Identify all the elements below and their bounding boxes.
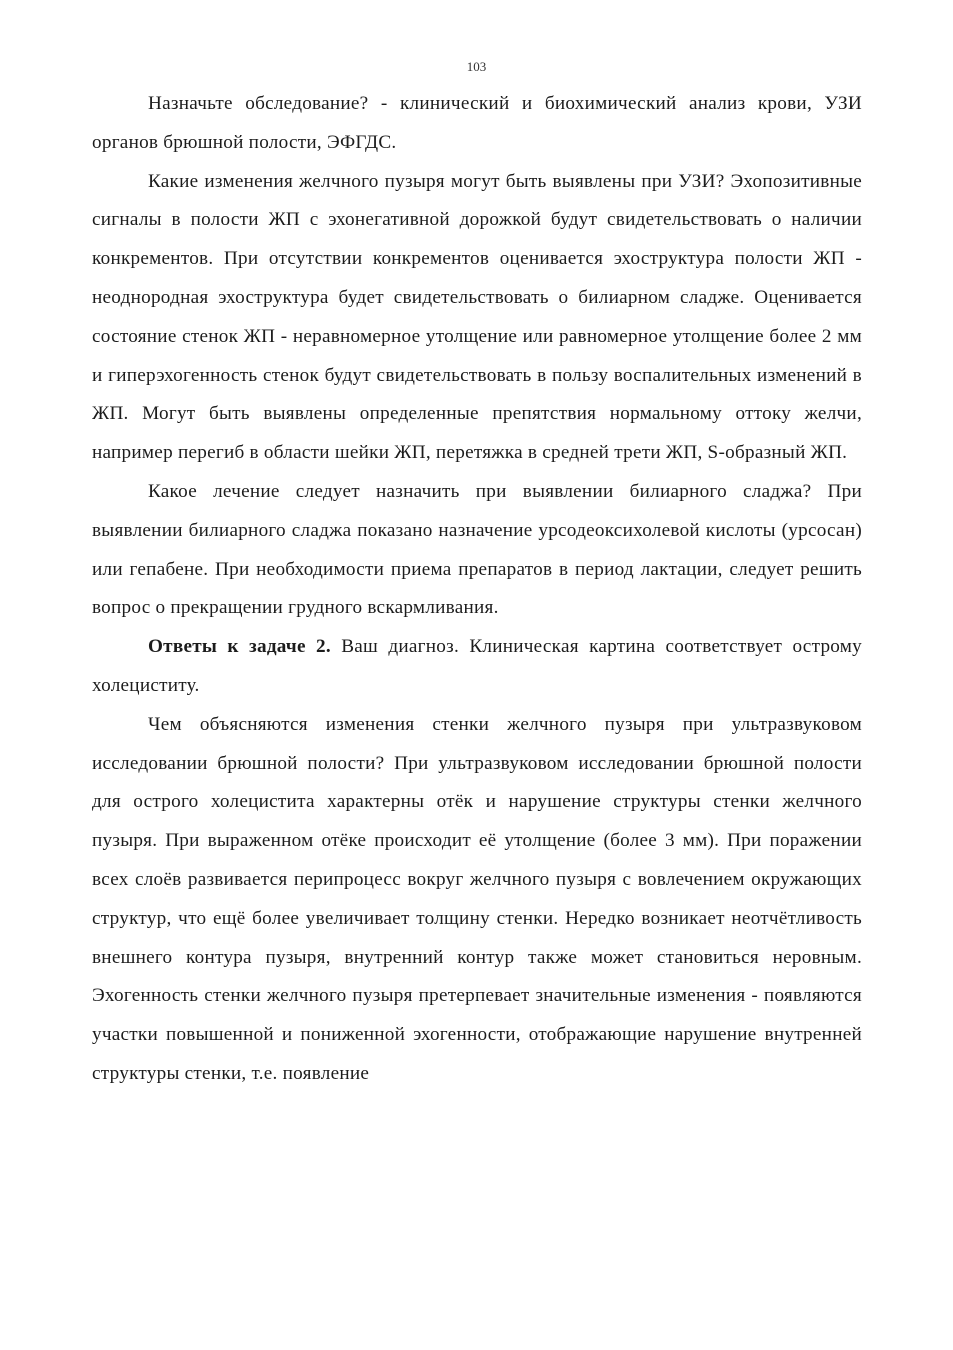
paragraph-examination: Назначьте обследование? - клинический и биохимический анализ крови, УЗИ органов брюшной полости, ЭФГДС. [92, 93, 862, 153]
paragraph-wall-changes: Чем объясняются изменения стенки желчного пузыря при ультразвуковом исследовании брюшной полости? При ультразвуковом исследовании брюшной полости для острого холецистита характерны отёк и нарушение структуры стенки желчного пузыря. При выраженном отёке происходит её утолщение (более 3 мм). При поражении всех слоёв развивается перипроцесс вокруг желчного пузыря с вовлечением окружающих структур, что ещё более увеличивает толщину стенки. Нередко возникает неотчётливость внешнего контура пузыря, внутренний контур также может становиться неровным. Эхогенность стенки желчного пузыря претерпевает значительные изменения - появляются участки повышенной и пониженной эхогенности, отображающие нарушение внутренней структуры стенки, т.е. появление [92, 713, 862, 1084]
text-body [92, 85, 862, 1094]
page-number: 103 [466, 59, 487, 74]
paragraph-sludge-treatment: Какое лечение следует назначить при выявлении билиарного сладжа? При выявлении билиарного сладжа показано назначение урсодеоксихолевой кислоты (урсосан) или гепабене. При необходимости приема препаратов в период лактации, следует решить вопрос о прекращении грудного вскармливания. [92, 480, 862, 619]
paragraph-answers-task-2 [92, 628, 862, 706]
paragraph-ultrasound-changes: Какие изменения желчного пузыря могут быть выявлены при УЗИ? Эхопозитивные сигналы в полости ЖП с эхонегативной дорожкой будут свидетельствовать о наличии конкрементов. При отсутствии конкрементов оценивается эхоструктура полости ЖП - неоднородная эхоструктура будет свидетельствовать о билиарном сладже. Оценивается состояние стенок ЖП - неравномерное утолщение или равномерное утолщение более 2 мм и гиперэхогенность стенок будут свидетельствовать в пользу воспалительных изменений в ЖП. Могут быть выявлены определенные препятствия нормальному оттоку желчи, например перегиб в области шейки ЖП, перетяжка в средней трети ЖП, S-образный ЖП. [92, 170, 862, 464]
answers-heading: Ответы к задаче 2. [148, 636, 331, 658]
answers-diagnosis-text: Ваш диагноз. Клиническая картина соответствует острому холециститу. [92, 636, 862, 696]
